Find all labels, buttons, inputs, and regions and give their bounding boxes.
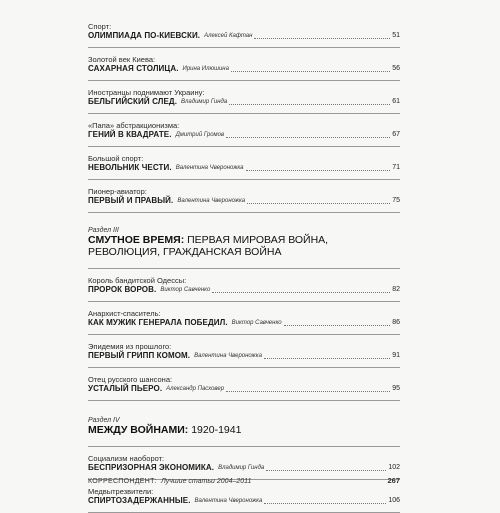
- entry-title: ГЕНИЙ В КВАДРАТЕ.: [88, 130, 172, 139]
- entry-line: [88, 384, 400, 394]
- entry-title: БЕСПРИЗОРНАЯ ЭКОНОМИКА.: [88, 463, 215, 472]
- entry-rubric: Иностранцы поднимают Украину:: [88, 88, 205, 97]
- divider: [88, 146, 400, 147]
- leader-dots: [264, 357, 390, 359]
- entry-line: [88, 196, 400, 206]
- divider: [88, 80, 400, 81]
- section-label: Раздел IV: [88, 417, 120, 424]
- toc-entry[interactable]: [88, 375, 400, 401]
- divider: [88, 212, 400, 213]
- entry-line: [88, 97, 400, 107]
- divider: [88, 268, 400, 269]
- leader-dots: [246, 169, 391, 171]
- entry-page: 61: [392, 98, 400, 105]
- leader-dots: [254, 37, 390, 39]
- entry-rubric: Король бандитской Одессы:: [88, 276, 187, 285]
- toc-group-b: [88, 276, 400, 401]
- entry-line: [88, 130, 400, 140]
- entry-title: ОЛИМПИАДА ПО-КИЕВСКИ.: [88, 31, 201, 40]
- entry-title: УСТАЛЫЙ ПЬЕРО.: [88, 384, 163, 393]
- leader-dots: [284, 324, 391, 326]
- entry-title: ПЕРВЫЙ ГРИПП КОМОМ.: [88, 351, 191, 360]
- toc-entry[interactable]: [88, 121, 400, 147]
- entry-author: Дмитрий Громов: [175, 132, 225, 138]
- divider: [88, 334, 400, 335]
- entry-author: Алексей Кафтан: [204, 33, 253, 39]
- entry-rubric: Социализм наоборот:: [88, 454, 165, 463]
- leader-dots: [264, 502, 386, 504]
- entry-rubric: «Папа» абстракционизма:: [88, 121, 180, 130]
- entry-page: 102: [388, 464, 400, 471]
- page-number: 267: [387, 476, 400, 485]
- toc-entry[interactable]: [88, 487, 400, 513]
- section-label: Раздел III: [88, 227, 119, 234]
- entry-author: Валентина Чвероножка: [194, 353, 262, 359]
- divider: [88, 47, 400, 48]
- entry-rubric: Большой спорт:: [88, 154, 144, 163]
- entry-author: Валентина Чвероножка: [175, 165, 244, 171]
- toc-entry[interactable]: [88, 342, 400, 368]
- entry-author: Виктор Савченко: [160, 287, 211, 293]
- footer-subtitle: Лучшие статьи 2004–2011: [160, 478, 252, 485]
- entry-author: Ирина Илюшина: [182, 66, 229, 72]
- entry-line: [88, 285, 400, 295]
- entry-rubric: Пионер-авиатор:: [88, 187, 147, 196]
- leader-dots: [266, 469, 386, 471]
- entry-line: [88, 463, 400, 473]
- toc-group-a: [88, 22, 400, 213]
- entry-line: [88, 496, 400, 506]
- entry-page: 75: [392, 197, 400, 204]
- leader-dots: [229, 103, 390, 105]
- footer-left: [88, 478, 251, 485]
- toc-entry[interactable]: [88, 88, 400, 114]
- section-title-bold: МЕЖДУ ВОЙНАМИ:: [88, 424, 189, 436]
- leader-dots: [231, 70, 390, 72]
- entry-author: Валентина Чвероножка: [194, 498, 263, 504]
- entry-page: 82: [392, 286, 400, 293]
- footer-brand: КОРРЕСПОНДЕНТ:: [88, 478, 157, 485]
- divider: [88, 179, 400, 180]
- entry-rubric: Спорт:: [88, 22, 112, 31]
- entry-rubric: Отец русского шансона:: [88, 375, 173, 384]
- entry-line: [88, 64, 400, 74]
- entry-rubric: Анархист-спаситель:: [88, 309, 161, 318]
- toc-entry[interactable]: [88, 55, 400, 81]
- entry-title: НЕВОЛЬНИК ЧЕСТИ.: [88, 163, 172, 172]
- entry-title: ПРОРОК ВОРОВ.: [88, 285, 157, 294]
- entry-rubric: Эпидемия из прошлого:: [88, 342, 172, 351]
- section-heading-3: [88, 227, 400, 269]
- section-title: [88, 424, 400, 436]
- divider: [88, 400, 400, 401]
- entry-line: [88, 31, 400, 41]
- divider: [88, 367, 400, 368]
- toc-entry[interactable]: [88, 22, 400, 48]
- divider: [88, 301, 400, 302]
- entry-line: [88, 351, 400, 361]
- toc-entry[interactable]: [88, 276, 400, 302]
- divider: [88, 113, 400, 114]
- entry-title: КАК МУЖИК ГЕНЕРАЛА ПОБЕДИЛ.: [88, 318, 228, 327]
- toc-entry[interactable]: [88, 154, 400, 180]
- entry-rubric: Медвытрезвители:: [88, 487, 154, 496]
- entry-title: ПЕРВЫЙ И ПРАВЫЙ.: [88, 196, 174, 205]
- toc-entry[interactable]: [88, 309, 400, 335]
- entry-page: 86: [392, 319, 400, 326]
- entry-author: Владимир Гинда: [218, 465, 265, 471]
- table-of-contents: [88, 22, 400, 513]
- section-title-rest: ПЕРВАЯ МИРОВАЯ ВОЙНА,: [184, 234, 329, 246]
- entry-page: 67: [392, 131, 400, 138]
- entry-author: Валентина Чвероножка: [177, 198, 246, 204]
- entry-rubric: Золотой век Киева:: [88, 55, 156, 64]
- entry-page: 91: [392, 352, 400, 359]
- section-title-rest: 1920-1941: [188, 424, 242, 436]
- entry-author: Виктор Савченко: [231, 320, 282, 326]
- entry-title: САХАРНАЯ СТОЛИЦА.: [88, 64, 179, 73]
- entry-author: Владимир Гинда: [181, 99, 228, 105]
- divider: [88, 446, 400, 447]
- leader-dots: [247, 202, 390, 204]
- entry-title: БЕЛЬГИЙСКИЙ СЛЕД.: [88, 97, 178, 106]
- page-footer: [88, 476, 400, 485]
- entry-line: [88, 318, 400, 328]
- entry-page: 106: [388, 497, 400, 504]
- toc-entry[interactable]: [88, 187, 400, 213]
- entry-line: [88, 163, 400, 173]
- section-title-line2: РЕВОЛЮЦИЯ, ГРАЖДАНСКАЯ ВОЙНА: [88, 246, 282, 258]
- leader-dots: [212, 291, 390, 293]
- entry-page: 56: [392, 65, 400, 72]
- entry-page: 51: [392, 32, 400, 39]
- entry-page: 71: [392, 164, 400, 171]
- section-heading-4: [88, 417, 400, 447]
- entry-page: 95: [392, 385, 400, 392]
- entry-title: СПИРТОЗАДЕРЖАННЫЕ.: [88, 496, 191, 505]
- entry-author: Александр Пасховер: [166, 386, 225, 392]
- section-title-bold: СМУТНОЕ ВРЕМЯ:: [88, 234, 185, 246]
- leader-dots: [226, 136, 390, 138]
- leader-dots: [226, 390, 390, 392]
- section-title: [88, 234, 400, 246]
